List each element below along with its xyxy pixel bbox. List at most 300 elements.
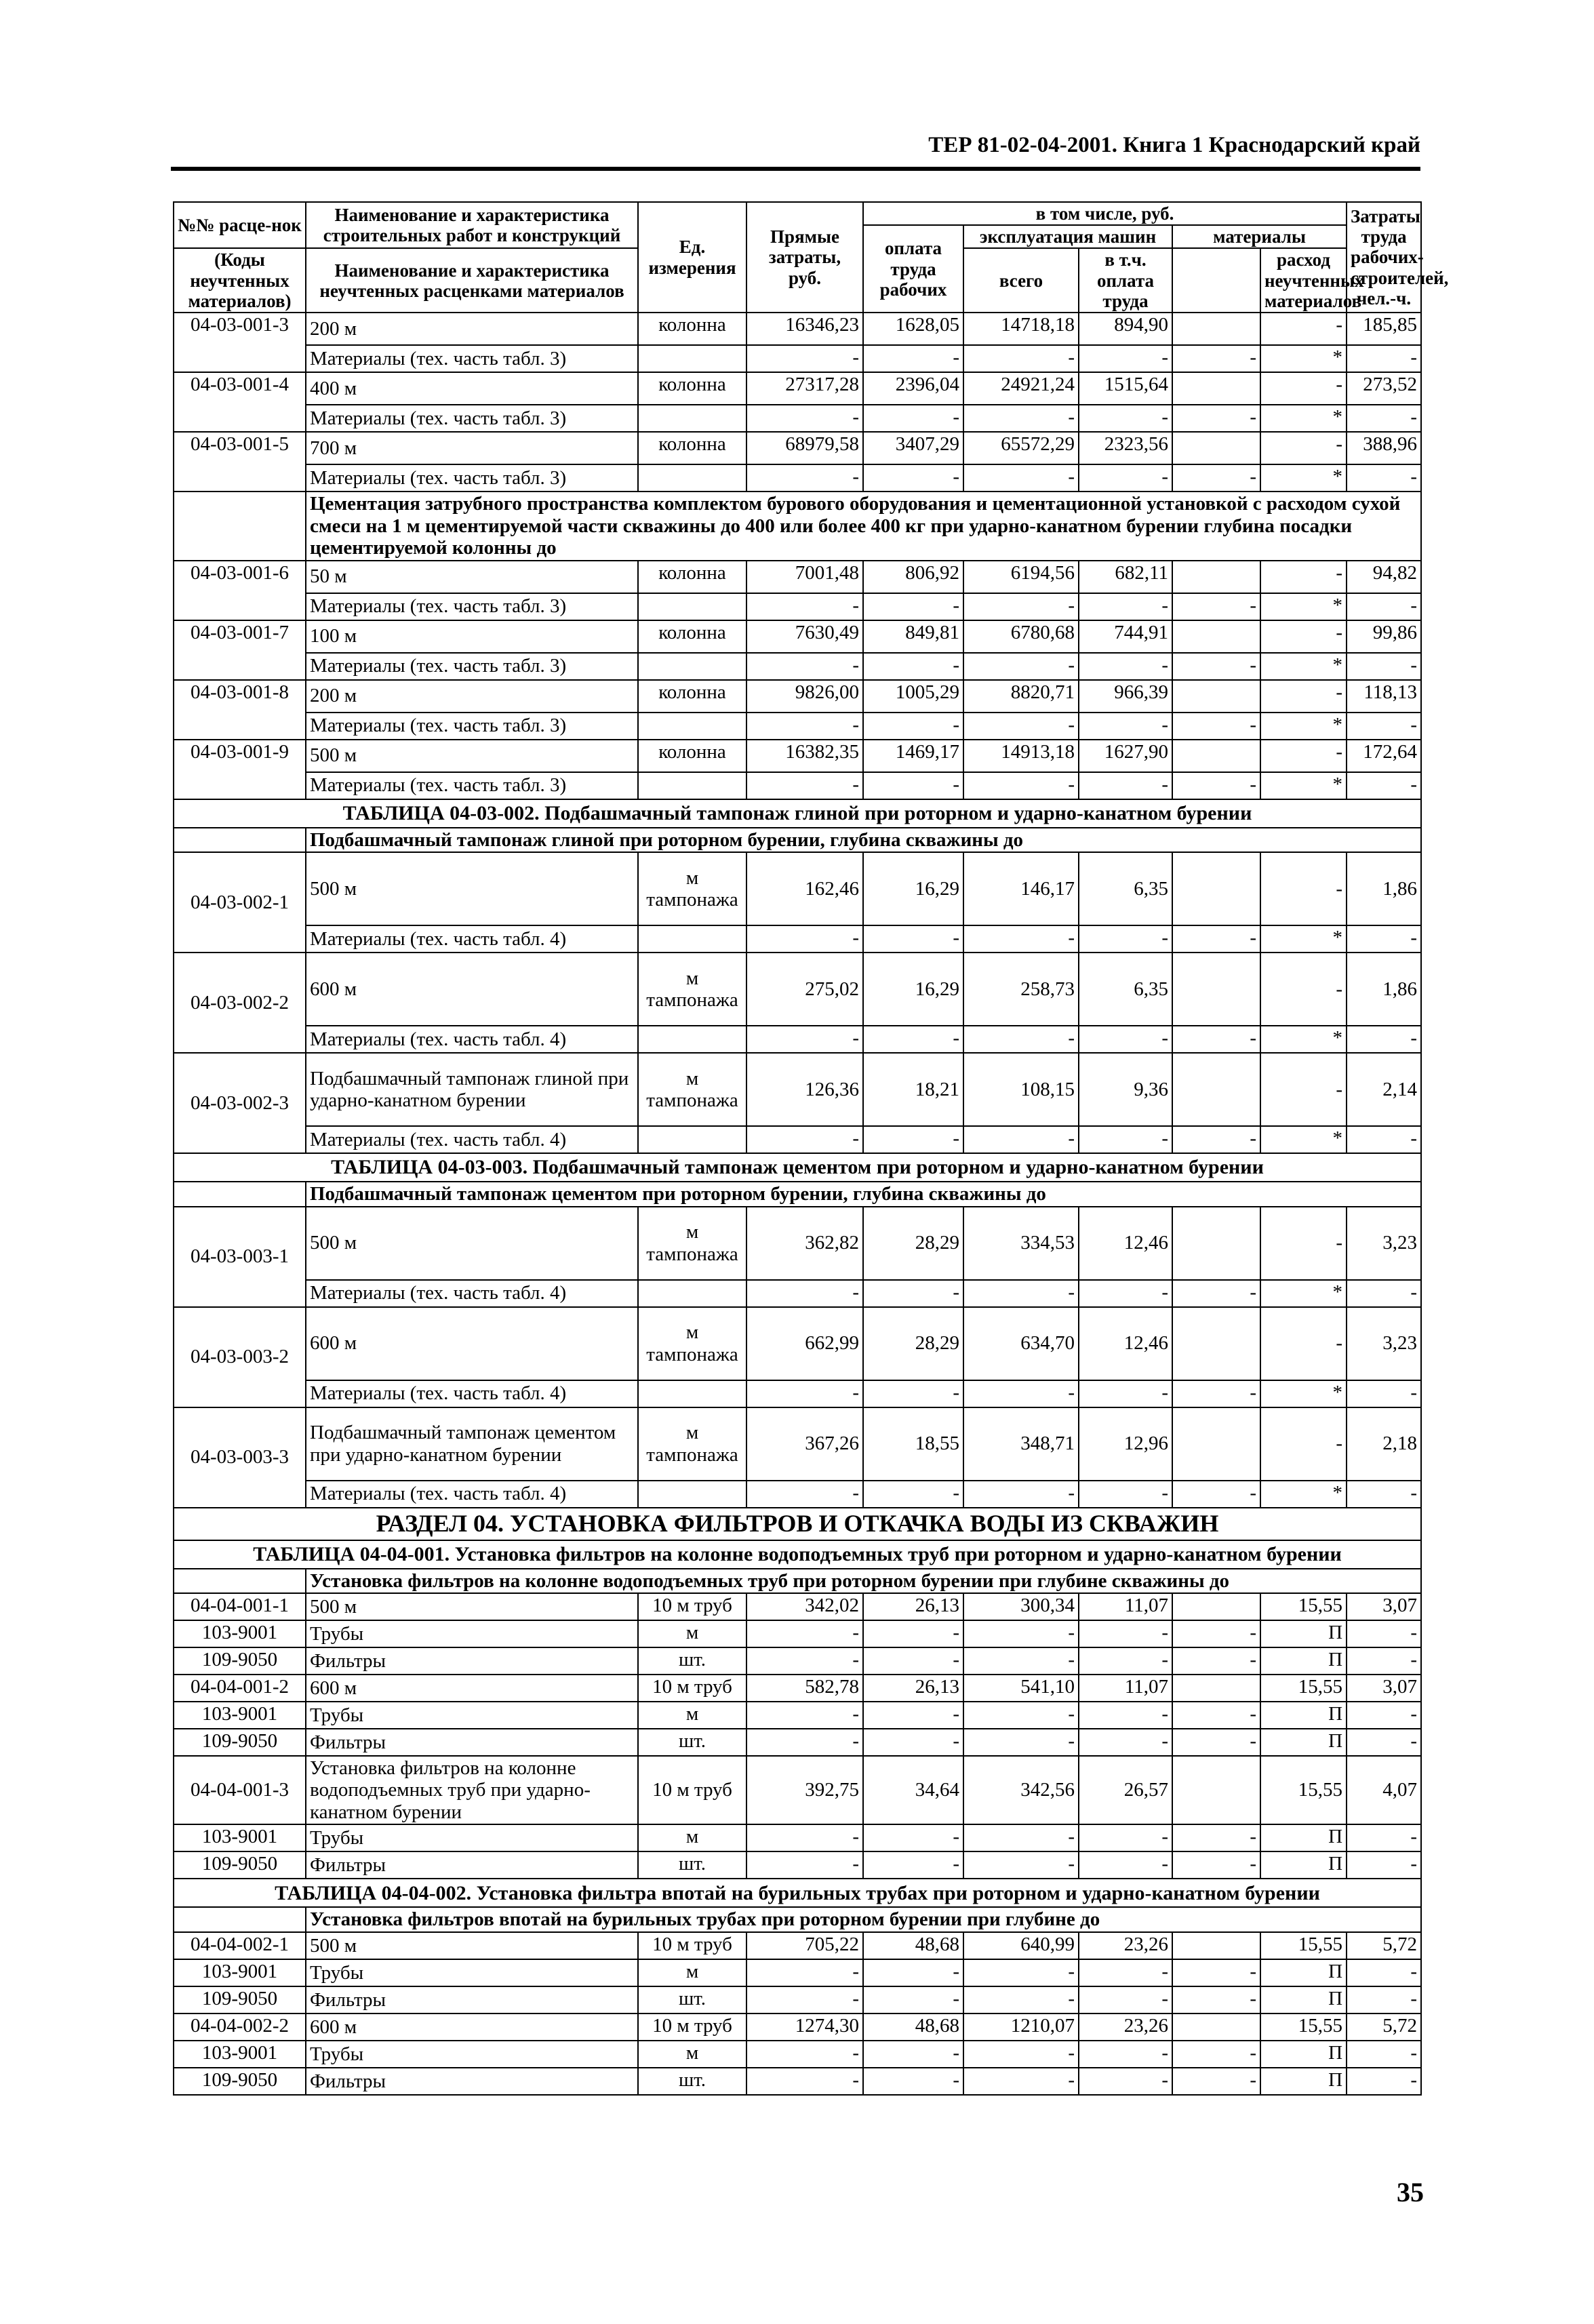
sub-machines-dash: - xyxy=(963,1026,1079,1053)
rate-wages: 806,92 xyxy=(863,561,963,593)
rate-labor: 273,52 xyxy=(1347,372,1421,405)
sub-direct-dash: - xyxy=(746,345,863,372)
sub-machine-wages-dash: - xyxy=(1079,653,1172,680)
sub-labor-dash: - xyxy=(1347,925,1421,953)
rate-code: 04-03-001-9 xyxy=(174,740,306,799)
resource-wages-dash: - xyxy=(863,2068,963,2095)
rate-row xyxy=(174,561,1421,593)
rate-machines: 14718,18 xyxy=(963,313,1079,345)
resource-machines-dash: - xyxy=(963,1824,1079,1851)
col-code-top: №№ расце-нок xyxy=(174,202,306,248)
resource-unit: шт. xyxy=(638,2068,746,2095)
sub-materials-dash: - xyxy=(1172,653,1260,680)
resource-unit: шт. xyxy=(638,1647,746,1675)
resource-machine-wages-dash: - xyxy=(1079,1824,1172,1851)
rate-name: 600 м xyxy=(306,2014,638,2041)
rate-name: 200 м xyxy=(306,313,638,345)
rate-wages: 1005,29 xyxy=(863,680,963,713)
section-title-04 xyxy=(174,1508,1421,1540)
rate-wages: 3407,29 xyxy=(863,432,963,464)
resource-wages-dash: - xyxy=(863,1986,963,2014)
rate-direct: 7630,49 xyxy=(746,620,863,653)
rate-wages: 849,81 xyxy=(863,620,963,653)
sub-materials-star: * xyxy=(1260,1481,1347,1508)
resource-machine-wages-dash: - xyxy=(1079,1702,1172,1729)
rate-machine-wages: 744,91 xyxy=(1079,620,1172,653)
rate-materials: - xyxy=(1260,620,1347,653)
resource-materials-dash: - xyxy=(1172,2068,1260,2095)
rate-labor: 1,86 xyxy=(1347,953,1421,1026)
resource-machines-dash: - xyxy=(963,1620,1079,1647)
resource-unacc-mark: П xyxy=(1260,2068,1347,2095)
resource-wages-dash: - xyxy=(863,1620,963,1647)
rate-materials-empty xyxy=(1172,1307,1260,1380)
rate-machine-wages: 9,36 xyxy=(1079,1053,1172,1126)
rate-row xyxy=(174,1307,1421,1380)
rate-materials-empty xyxy=(1172,1675,1260,1702)
resource-unacc-mark: П xyxy=(1260,1959,1347,1986)
rate-name: 200 м xyxy=(306,680,638,713)
resource-direct-dash: - xyxy=(746,1620,863,1647)
col-code-bottom: (Коды неучтенных материалов) xyxy=(174,248,306,313)
rate-labor: 185,85 xyxy=(1347,313,1421,345)
rate-wages: 26,13 xyxy=(863,1593,963,1620)
rate-machine-wages: 11,07 xyxy=(1079,1675,1172,1702)
rate-materials: 15,55 xyxy=(1260,1932,1347,1959)
rate-code: 04-03-002-2 xyxy=(174,953,306,1053)
rate-code: 04-03-001-7 xyxy=(174,620,306,680)
table-title-04-04-002-text: ТАБЛИЦА 04-04-002. Установка фильтра впотай на бурильных трубах при роторном и ударно-канатном бурении xyxy=(174,1879,1421,1907)
rate-unit: 10 м труб xyxy=(638,1932,746,1959)
materials-sub-row xyxy=(174,464,1421,492)
rate-name: 500 м xyxy=(306,1207,638,1280)
rate-wages: 26,13 xyxy=(863,1675,963,1702)
rate-machines: 6780,68 xyxy=(963,620,1079,653)
resource-materials-dash: - xyxy=(1172,1851,1260,1879)
rate-unit: колонна xyxy=(638,372,746,405)
rate-machine-wages: 2323,56 xyxy=(1079,432,1172,464)
group-code-cell xyxy=(174,1182,306,1206)
resource-unacc-mark: П xyxy=(1260,1647,1347,1675)
resource-wages-dash: - xyxy=(863,1851,963,1879)
col-name-bottom: Наименование и характеристика неучтенных расценками материалов xyxy=(306,248,638,313)
sub-labor-dash: - xyxy=(1347,1481,1421,1508)
sub-machines-dash: - xyxy=(963,1481,1079,1508)
rate-machines: 300,34 xyxy=(963,1593,1079,1620)
sub-machine-wages-dash: - xyxy=(1079,772,1172,799)
group-code-cell xyxy=(174,828,306,852)
resource-row xyxy=(174,1824,1421,1851)
resource-wages-dash: - xyxy=(863,1702,963,1729)
rate-machines: 342,56 xyxy=(963,1756,1079,1824)
materials-sub-row xyxy=(174,1380,1421,1407)
group-code-cell xyxy=(174,492,306,560)
table-title-04-04-001 xyxy=(174,1540,1421,1569)
resource-machine-wages-dash: - xyxy=(1079,1851,1172,1879)
sub-labor-dash: - xyxy=(1347,772,1421,799)
sub-materials-dash: - xyxy=(1172,1280,1260,1307)
header-rule xyxy=(171,167,1420,171)
rate-machine-wages: 682,11 xyxy=(1079,561,1172,593)
table-header xyxy=(174,202,1449,313)
price-table xyxy=(173,201,1449,2096)
rate-direct: 16382,35 xyxy=(746,740,863,772)
sub-materials-star: * xyxy=(1260,593,1347,620)
rate-wages: 1469,17 xyxy=(863,740,963,772)
rate-labor: 3,23 xyxy=(1347,1307,1421,1380)
rate-materials: - xyxy=(1260,1207,1347,1280)
table-title-04-04-002 xyxy=(174,1879,1421,1907)
rate-unit: колонна xyxy=(638,313,746,345)
rate-materials: - xyxy=(1260,953,1347,1026)
rate-code: 04-04-001-1 xyxy=(174,1593,306,1620)
sub-labor-dash: - xyxy=(1347,713,1421,740)
sub-direct-dash: - xyxy=(746,653,863,680)
rate-unit: 10 м труб xyxy=(638,2014,746,2041)
sub-machines-dash: - xyxy=(963,345,1079,372)
materials-note: Материалы (тех. часть табл. 4) xyxy=(306,1126,638,1153)
resource-wages-dash: - xyxy=(863,1824,963,1851)
rate-machines: 258,73 xyxy=(963,953,1079,1026)
rate-row xyxy=(174,1593,1421,1620)
sub-direct-dash: - xyxy=(746,1280,863,1307)
resource-materials-dash: - xyxy=(1172,2041,1260,2068)
sub-materials-star: * xyxy=(1260,464,1347,492)
col-incl: в том числе, руб. xyxy=(863,202,1347,225)
resource-unacc-mark: П xyxy=(1260,1851,1347,1879)
rate-unit: м тампонажа xyxy=(638,1207,746,1280)
sub-wages-dash: - xyxy=(863,1481,963,1508)
rate-unit: колонна xyxy=(638,561,746,593)
rate-materials-empty xyxy=(1172,313,1260,345)
rate-direct: 7001,48 xyxy=(746,561,863,593)
group-clay-tamponage-text: Подбашмачный тампонаж глиной при роторном бурении, глубина скважины до xyxy=(306,828,1421,852)
materials-note: Материалы (тех. часть табл. 3) xyxy=(306,345,638,372)
rate-direct: 392,75 xyxy=(746,1756,863,1824)
resource-direct-dash: - xyxy=(746,1851,863,1879)
sub-unit-empty xyxy=(638,653,746,680)
materials-note: Материалы (тех. часть табл. 3) xyxy=(306,653,638,680)
sub-labor-dash: - xyxy=(1347,1280,1421,1307)
materials-note: Материалы (тех. часть табл. 4) xyxy=(306,1380,638,1407)
resource-direct-dash: - xyxy=(746,1824,863,1851)
rate-materials: - xyxy=(1260,313,1347,345)
resource-row xyxy=(174,1986,1421,2014)
group-cementation-text: Цементация затрубного пространства комплектом бурового оборудования и цементационной установкой с расходом сухой смеси на 1 м цементируемой части скважины до 400 или более 400 кг при ударно-канатном бурении глубина посадки цементируемой колонны до xyxy=(306,492,1421,560)
sub-machines-dash: - xyxy=(963,653,1079,680)
rate-materials-empty xyxy=(1172,1593,1260,1620)
group-filter-install-text: Установка фильтров на колонне водоподъемных труб при роторном бурении при глубине скважины до xyxy=(306,1569,1421,1593)
resource-machines-dash: - xyxy=(963,1702,1079,1729)
rate-code: 04-04-002-2 xyxy=(174,2014,306,2041)
resource-machine-wages-dash: - xyxy=(1079,1729,1172,1756)
running-head: ТЕР 81-02-04-2001. Книга 1 Краснодарский край xyxy=(928,133,1420,157)
group-code-cell xyxy=(174,1907,306,1931)
resource-name: Фильтры xyxy=(306,1851,638,1879)
rate-wages: 18,55 xyxy=(863,1407,963,1481)
rate-materials: 15,55 xyxy=(1260,1593,1347,1620)
resource-materials-dash: - xyxy=(1172,1620,1260,1647)
resource-unit: шт. xyxy=(638,1729,746,1756)
rate-unit: м тампонажа xyxy=(638,1307,746,1380)
rate-direct: 367,26 xyxy=(746,1407,863,1481)
sub-direct-dash: - xyxy=(746,1380,863,1407)
rate-code: 04-03-001-3 xyxy=(174,313,306,372)
resource-labor-dash: - xyxy=(1347,1824,1421,1851)
sub-wages-dash: - xyxy=(863,464,963,492)
sub-machines-dash: - xyxy=(963,772,1079,799)
sub-wages-dash: - xyxy=(863,593,963,620)
group-filter-flush-text: Установка фильтров впотай на бурильных трубах при роторном бурении при глубине до xyxy=(306,1907,1421,1931)
rate-machine-wages: 23,26 xyxy=(1079,2014,1172,2041)
rate-row xyxy=(174,852,1421,925)
rate-direct: 9826,00 xyxy=(746,680,863,713)
group-filter-install xyxy=(174,1569,1421,1593)
rate-machines: 334,53 xyxy=(963,1207,1079,1280)
rate-materials: - xyxy=(1260,432,1347,464)
resource-machines-dash: - xyxy=(963,2041,1079,2068)
rate-labor: 3,23 xyxy=(1347,1207,1421,1280)
resource-code: 109-9050 xyxy=(174,1729,306,1756)
rate-wages: 2396,04 xyxy=(863,372,963,405)
resource-machine-wages-dash: - xyxy=(1079,1959,1172,1986)
resource-row xyxy=(174,2041,1421,2068)
sub-machines-dash: - xyxy=(963,925,1079,953)
rate-machines: 634,70 xyxy=(963,1307,1079,1380)
resource-direct-dash: - xyxy=(746,2041,863,2068)
rate-machine-wages: 966,39 xyxy=(1079,680,1172,713)
rate-direct: 275,02 xyxy=(746,953,863,1026)
resource-direct-dash: - xyxy=(746,1729,863,1756)
sub-machines-dash: - xyxy=(963,1126,1079,1153)
resource-labor-dash: - xyxy=(1347,1702,1421,1729)
sub-materials-star: * xyxy=(1260,653,1347,680)
rate-machines: 6194,56 xyxy=(963,561,1079,593)
sub-machine-wages-dash: - xyxy=(1079,1481,1172,1508)
rate-labor: 172,64 xyxy=(1347,740,1421,772)
rate-unit: 10 м труб xyxy=(638,1756,746,1824)
resource-name: Трубы xyxy=(306,2041,638,2068)
resource-machine-wages-dash: - xyxy=(1079,2041,1172,2068)
sub-machines-dash: - xyxy=(963,1280,1079,1307)
rate-name: 500 м xyxy=(306,740,638,772)
resource-code: 103-9001 xyxy=(174,2041,306,2068)
sub-labor-dash: - xyxy=(1347,593,1421,620)
rate-direct: 16346,23 xyxy=(746,313,863,345)
sub-labor-dash: - xyxy=(1347,464,1421,492)
sub-wages-dash: - xyxy=(863,1380,963,1407)
sub-labor-dash: - xyxy=(1347,1126,1421,1153)
rate-row xyxy=(174,2014,1421,2041)
resource-code: 109-9050 xyxy=(174,1647,306,1675)
sub-materials-dash: - xyxy=(1172,713,1260,740)
rate-name: 50 м xyxy=(306,561,638,593)
rate-direct: 342,02 xyxy=(746,1593,863,1620)
sub-labor-dash: - xyxy=(1347,345,1421,372)
rate-code: 04-03-001-5 xyxy=(174,432,306,492)
rate-name: 400 м xyxy=(306,372,638,405)
sub-unit-empty xyxy=(638,772,746,799)
rate-name: 600 м xyxy=(306,953,638,1026)
rate-machines: 348,71 xyxy=(963,1407,1079,1481)
rate-direct: 162,46 xyxy=(746,852,863,925)
resource-direct-dash: - xyxy=(746,1702,863,1729)
resource-wages-dash: - xyxy=(863,1959,963,1986)
resource-row xyxy=(174,1729,1421,1756)
rate-code: 04-03-001-4 xyxy=(174,372,306,432)
sub-materials-star: * xyxy=(1260,405,1347,432)
materials-sub-row xyxy=(174,1126,1421,1153)
resource-name: Фильтры xyxy=(306,1986,638,2014)
sub-wages-dash: - xyxy=(863,1280,963,1307)
sub-machine-wages-dash: - xyxy=(1079,464,1172,492)
rate-machines: 108,15 xyxy=(963,1053,1079,1126)
sub-direct-dash: - xyxy=(746,1026,863,1053)
resource-name: Фильтры xyxy=(306,2068,638,2095)
sub-materials-dash: - xyxy=(1172,772,1260,799)
resource-unacc-mark: П xyxy=(1260,1986,1347,2014)
table-title-04-03-003 xyxy=(174,1153,1421,1182)
sub-wages-dash: - xyxy=(863,713,963,740)
rate-direct: 68979,58 xyxy=(746,432,863,464)
sub-wages-dash: - xyxy=(863,653,963,680)
sub-machines-dash: - xyxy=(963,593,1079,620)
rate-labor: 2,18 xyxy=(1347,1407,1421,1481)
sub-machine-wages-dash: - xyxy=(1079,1126,1172,1153)
rate-machine-wages: 26,57 xyxy=(1079,1756,1172,1824)
rate-row xyxy=(174,1932,1421,1959)
sub-materials-dash: - xyxy=(1172,1026,1260,1053)
resource-machine-wages-dash: - xyxy=(1079,1986,1172,2014)
materials-note: Материалы (тех. часть табл. 4) xyxy=(306,1026,638,1053)
resource-name: Трубы xyxy=(306,1959,638,1986)
rate-materials: - xyxy=(1260,852,1347,925)
materials-sub-row xyxy=(174,1026,1421,1053)
resource-row xyxy=(174,1959,1421,1986)
rate-labor: 5,72 xyxy=(1347,2014,1421,2041)
rate-row xyxy=(174,1675,1421,1702)
rate-code: 04-04-001-2 xyxy=(174,1675,306,1702)
rate-name: 600 м xyxy=(306,1307,638,1380)
sub-machines-dash: - xyxy=(963,464,1079,492)
sub-direct-dash: - xyxy=(746,1126,863,1153)
sub-direct-dash: - xyxy=(746,464,863,492)
rate-name: Установка фильтров на колонне водоподъемных труб при ударно-канатном бурении xyxy=(306,1756,638,1824)
resource-materials-dash: - xyxy=(1172,1824,1260,1851)
rate-materials: - xyxy=(1260,1053,1347,1126)
materials-note: Материалы (тех. часть табл. 3) xyxy=(306,772,638,799)
materials-note: Материалы (тех. часть табл. 3) xyxy=(306,713,638,740)
rate-name: Подбашмачный тампонаж цементом при ударно-канатном бурении xyxy=(306,1407,638,1481)
sub-unit-empty xyxy=(638,1026,746,1053)
sub-materials-dash: - xyxy=(1172,464,1260,492)
resource-materials-dash: - xyxy=(1172,1959,1260,1986)
rate-machines: 8820,71 xyxy=(963,680,1079,713)
resource-labor-dash: - xyxy=(1347,2041,1421,2068)
materials-sub-row xyxy=(174,925,1421,953)
col-mat-total xyxy=(1172,248,1260,313)
col-name-top: Наименование и характеристика строительных работ и конструкций xyxy=(306,202,638,248)
rate-labor: 3,07 xyxy=(1347,1593,1421,1620)
rate-labor: 2,14 xyxy=(1347,1053,1421,1126)
resource-direct-dash: - xyxy=(746,1647,863,1675)
rate-machine-wages: 6,35 xyxy=(1079,852,1172,925)
resource-materials-dash: - xyxy=(1172,1986,1260,2014)
materials-sub-row xyxy=(174,772,1421,799)
rate-machines: 65572,29 xyxy=(963,432,1079,464)
group-cementation xyxy=(174,492,1421,560)
sub-wages-dash: - xyxy=(863,1026,963,1053)
sub-wages-dash: - xyxy=(863,1126,963,1153)
sub-unit-empty xyxy=(638,713,746,740)
materials-note: Материалы (тех. часть табл. 3) xyxy=(306,464,638,492)
rate-row xyxy=(174,1756,1421,1824)
rate-materials-empty xyxy=(1172,1053,1260,1126)
sub-machine-wages-dash: - xyxy=(1079,925,1172,953)
materials-sub-row xyxy=(174,405,1421,432)
rate-name: 500 м xyxy=(306,1593,638,1620)
sub-machine-wages-dash: - xyxy=(1079,405,1172,432)
rate-row xyxy=(174,680,1421,713)
table-title-04-03-003-text: ТАБЛИЦА 04-03-003. Подбашмачный тампонаж цементом при роторном и ударно-канатном бурении xyxy=(174,1153,1421,1182)
resource-name: Трубы xyxy=(306,1702,638,1729)
table-title-04-03-002 xyxy=(174,799,1421,828)
sub-wages-dash: - xyxy=(863,772,963,799)
rate-machines: 541,10 xyxy=(963,1675,1079,1702)
rate-materials: - xyxy=(1260,680,1347,713)
rate-code: 04-03-002-1 xyxy=(174,852,306,953)
rate-row xyxy=(174,740,1421,772)
materials-note: Материалы (тех. часть табл. 4) xyxy=(306,925,638,953)
resource-unit: м xyxy=(638,2041,746,2068)
materials-note: Материалы (тех. часть табл. 4) xyxy=(306,1481,638,1508)
resource-labor-dash: - xyxy=(1347,1851,1421,1879)
rate-materials-empty xyxy=(1172,740,1260,772)
resource-machines-dash: - xyxy=(963,1986,1079,2014)
sub-wages-dash: - xyxy=(863,345,963,372)
materials-sub-row xyxy=(174,345,1421,372)
rate-materials: 15,55 xyxy=(1260,1756,1347,1824)
rate-labor: 1,86 xyxy=(1347,852,1421,925)
rate-name: 100 м xyxy=(306,620,638,653)
rate-unit: колонна xyxy=(638,620,746,653)
rate-direct: 362,82 xyxy=(746,1207,863,1280)
rate-code: 04-03-003-1 xyxy=(174,1207,306,1307)
sub-machine-wages-dash: - xyxy=(1079,1380,1172,1407)
sub-machine-wages-dash: - xyxy=(1079,713,1172,740)
resource-labor-dash: - xyxy=(1347,1620,1421,1647)
col-mach-wages: в т.ч. оплата труда xyxy=(1079,248,1172,313)
col-unit: Ед. измерения xyxy=(638,202,746,313)
rate-wages: 48,68 xyxy=(863,2014,963,2041)
resource-labor-dash: - xyxy=(1347,1986,1421,2014)
rate-wages: 1628,05 xyxy=(863,313,963,345)
rate-name: Подбашмачный тампонаж глиной при ударно-канатном бурении xyxy=(306,1053,638,1126)
rate-materials: - xyxy=(1260,1307,1347,1380)
rate-machines: 146,17 xyxy=(963,852,1079,925)
resource-unacc-mark: П xyxy=(1260,1729,1347,1756)
sub-machine-wages-dash: - xyxy=(1079,593,1172,620)
resource-code: 103-9001 xyxy=(174,1824,306,1851)
rate-code: 04-03-001-8 xyxy=(174,680,306,740)
rate-name: 600 м xyxy=(306,1675,638,1702)
sub-machines-dash: - xyxy=(963,713,1079,740)
sub-labor-dash: - xyxy=(1347,653,1421,680)
rate-materials-empty xyxy=(1172,1932,1260,1959)
rate-machine-wages: 12,96 xyxy=(1079,1407,1172,1481)
rate-materials-empty xyxy=(1172,1207,1260,1280)
rate-direct: 662,99 xyxy=(746,1307,863,1380)
